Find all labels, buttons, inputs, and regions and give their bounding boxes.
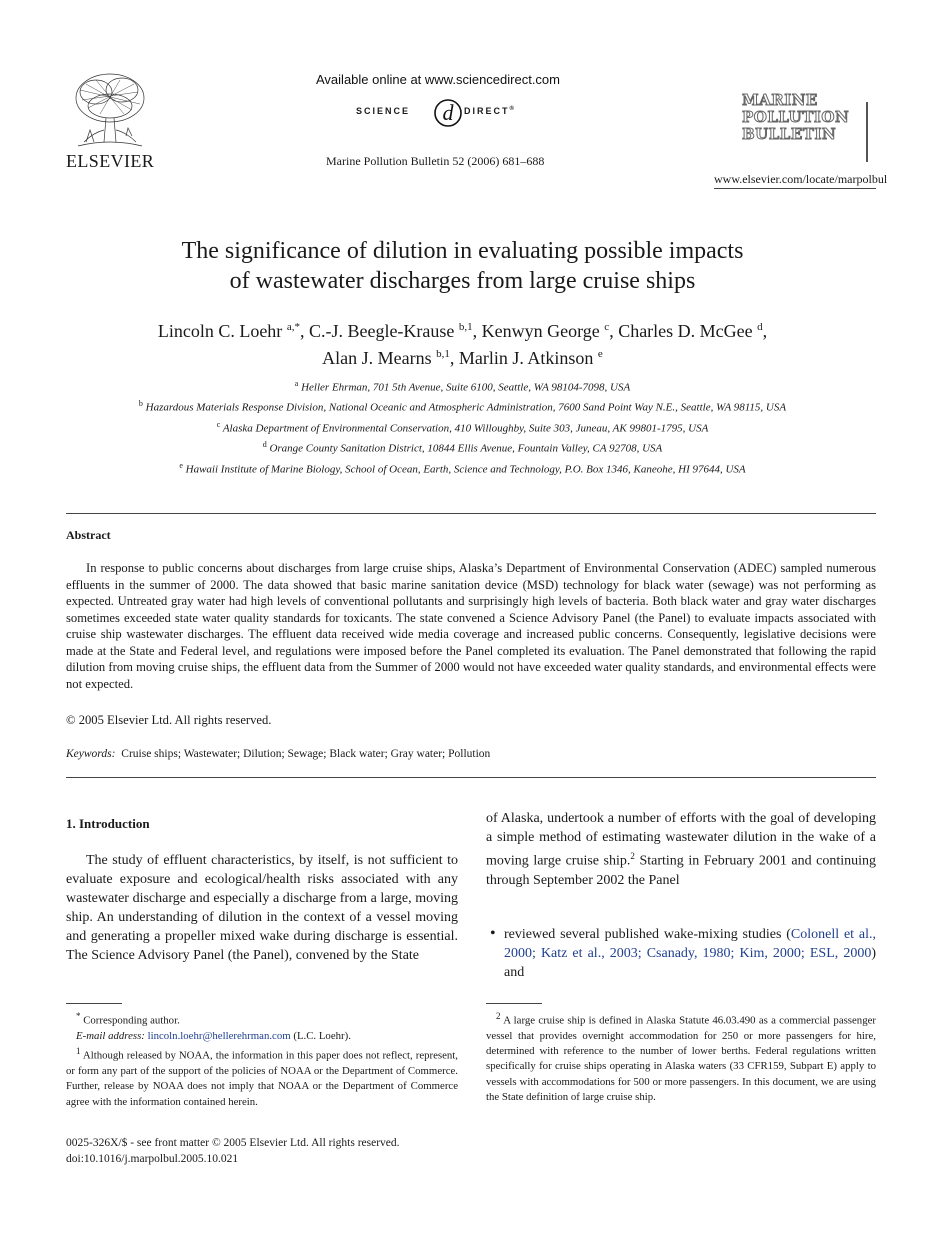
- author-sup[interactable]: b,1: [436, 348, 450, 360]
- footnote-2: [486, 1009, 876, 1105]
- available-online-text[interactable]: Available online at www.sciencedirect.com: [316, 72, 560, 87]
- issn-doi-block: [66, 1135, 400, 1167]
- author-name[interactable]: Marlin J. Atkinson: [458, 348, 594, 368]
- corresponding-author-text: Corresponding author.: [83, 1014, 180, 1027]
- affiliation-item: [40, 376, 885, 396]
- email-note: [66, 1029, 458, 1044]
- footnotes-left: [66, 1009, 458, 1110]
- author-name[interactable]: Alan J. Mearns: [322, 348, 432, 368]
- affiliation-item: [40, 437, 885, 457]
- author-list: Lincoln C. Loehr $^{a,*}$, C.-J. Beegle-Krause $^{b,1}$, Kenwyn George $^c$, Charles D. McGee $^d$, Alan J. Mearns $^{b,1}$, Marlin J. Atkinson $^e$: [157, 321, 768, 368]
- affiliation-item: [40, 417, 885, 437]
- section-heading-introduction: 1. Introduction: [66, 816, 150, 831]
- journal-url-underline: [714, 188, 876, 189]
- corresponding-author-note: [66, 1009, 458, 1029]
- abstract-top-rule: [66, 513, 876, 514]
- bullet-end: ) and: [504, 946, 876, 980]
- journal-logo-line-1: MARINE: [742, 91, 818, 109]
- right-column-paragraph: [486, 809, 876, 890]
- abstract-text: In response to public concerns about discharges from large cruise ships, Alaska’s Department of Environmental Conservation (ADEC) sampled numerous effluents in the summer of 2000. The data showed that basic marine sanitation device (MSD) technology for black water (sewage) was not performing as expected. Untreated gray water had high levels of conventional pollutants and surprisingly high levels of bacteria. Both black water and gray water discharges sometimes exceeded state water quality standards for toxicants. The state convened a Science Advisory Panel (the Panel) to evaluate impacts associated with cruise ship wastewater discharges. The effluent data received wide media coverage and increased public concerns. Consequently, legislative decisions were made at the State and Federal level, and regulations were imposed before the Panel completed its evaluation. The Panel demonstrated that following the rapid dilution from moving cruise ships, the effluent data from the Summer of 2000 would not have exceeded water quality standards, and environmental effects were not expected.: [66, 561, 876, 691]
- affiliation-text: Orange County Sanitation District, 10844 Ellis Avenue, Fountain Valley, CA 92708, USA: [269, 443, 663, 456]
- affiliation-mark: b: [138, 399, 143, 409]
- email-label: E-mail address:: [76, 1029, 145, 1042]
- footnote-mark: 1: [76, 1046, 81, 1057]
- author-name[interactable]: Lincoln C. Loehr: [157, 321, 283, 341]
- journal-citation: Marine Pollution Bulletin 52 (2006) 681–688: [326, 154, 545, 168]
- bullet-text: [504, 925, 876, 982]
- reference-links[interactable]: Colonell et al., 2000; Katz et al., 2003; Csanady, 1980; Kim, 2000; ESL, 2000: [504, 927, 876, 961]
- affiliation-text: Heller Ehrman, 701 5th Avenue, Suite 6100, Seattle, WA 98104-7098, USA: [301, 381, 631, 394]
- keywords: [66, 748, 490, 760]
- sciencedirect-d-icon: [432, 96, 464, 128]
- title-line-2: of wastewater discharges from large cruise ships: [229, 268, 696, 294]
- footnote-1-text: Although released by NOAA, the information in this paper does not reflect, represent, or form any part of the support of the policies of NOAA or the Department of Commerce. Further, release by NOAA does not imply that NOAA or the Department of Commerce agree with the information contained herein.: [66, 1049, 458, 1108]
- email-link[interactable]: lincoln.loehr@hellerehrman.com: [147, 1029, 291, 1042]
- bullet-start: reviewed several published wake-mixing studies (: [504, 927, 791, 942]
- bullet-icon: •: [490, 925, 496, 942]
- footnote-mark: 2: [496, 1011, 501, 1021]
- issn-line: 0025-326X/$ - see front matter © 2005 Elsevier Ltd. All rights reserved.: [66, 1137, 400, 1149]
- affiliation-mark: c: [216, 419, 221, 429]
- author-name[interactable]: Charles D. McGee: [618, 321, 753, 341]
- journal-logo: [742, 92, 849, 143]
- svg-text:d: d: [442, 100, 454, 125]
- article-title: [60, 236, 865, 296]
- author-sup[interactable]: d: [757, 321, 763, 333]
- abstract-heading: Abstract: [66, 528, 111, 542]
- affiliations: [40, 376, 885, 478]
- sciencedirect-logo: [356, 96, 536, 130]
- introduction-paragraph: The study of effluent characteristics, by itself, is not sufficient to evaluate exposure and ecological/health risks associated with any wastewater discharge and especially a discharge from a large, moving ship. An understanding of dilution in the context of a vessel moving and generating a propeller mixed wake during discharge is essential. The Science Advisory Panel (the Panel), convened by the State: [66, 853, 458, 963]
- footnotes-right: [486, 1009, 876, 1105]
- journal-logo-line-3: BULLETIN: [742, 125, 837, 143]
- email-suffix: (L.C. Loehr).: [293, 1029, 351, 1042]
- publisher-logo-text: ELSEVIER: [66, 151, 155, 171]
- author-sup[interactable]: a,*: [286, 321, 300, 333]
- keywords-text: Cruise ships; Wastewater; Dilution; Sewage; Black water; Gray water; Pollution: [121, 748, 491, 760]
- sciencedirect-logo-left: SCIENCE: [356, 106, 411, 116]
- affiliation-mark: e: [179, 460, 183, 470]
- journal-url-link[interactable]: www.elsevier.com/locate/marpolbul: [714, 172, 888, 186]
- author-sup[interactable]: e: [597, 348, 603, 360]
- abstract-bottom-rule: [66, 777, 876, 778]
- sciencedirect-logo-right: [464, 106, 516, 116]
- abstract-copyright: © 2005 Elsevier Ltd. All rights reserved.: [66, 713, 272, 727]
- registered-mark: ®: [509, 106, 516, 112]
- affiliation-text: Hazardous Materials Response Division, National Oceanic and Atmospheric Administration, 7600 Sand Point Way N.E., Seattle, WA 98115, USA: [145, 402, 787, 415]
- right-para-end: Starting in February 2001 and continuing through September 2002 the Panel: [486, 853, 877, 888]
- sciencedirect-logo-right-text: DIRECT: [464, 106, 510, 116]
- title-line-1: The significance of dilution in evaluating possible impacts: [181, 238, 744, 264]
- footnote-rule-left: [66, 1003, 122, 1004]
- affiliation-mark: a: [294, 379, 299, 388]
- keywords-label: Keywords:: [66, 748, 116, 760]
- doi-line[interactable]: doi:10.1016/j.marpolbul.2005.10.021: [66, 1153, 239, 1165]
- author-sup[interactable]: c: [604, 321, 610, 333]
- author-name[interactable]: Kenwyn George: [481, 321, 600, 341]
- affiliation-text: Hawaii Institute of Marine Biology, School of Ocean, Earth, Science and Technology, P.O. Box 1346, Kaneohe, HI 97644, USA: [185, 463, 746, 476]
- affiliation-text: Alaska Department of Environmental Conservation, 410 Willoughby, Suite 303, Juneau, AK 99801-1795, USA: [222, 422, 709, 435]
- right-para-start: of Alaska, undertook a number of efforts with the goal of developing a simple method of estimating wastewater dilution in the wake of a moving large cruise ship.: [486, 811, 876, 869]
- author-sup[interactable]: b,1: [458, 321, 473, 333]
- author-name[interactable]: C.-J. Beegle-Krause: [308, 321, 455, 341]
- footnote-2-text: A large cruise ship is defined in Alaska Statute 46.03.490 as a commercial passenger vessel that provides overnight accommodation for 250 or more passengers for hire, determined with reference to the number of lower berths. Federal regulations written specifically for cruise ships operating in Alaska waters (33 CFR159, Subpart E) apply to vessels with accommodations for 500 or more passengers. In this document, we are using the State definition of large cruise ship.: [486, 1014, 876, 1104]
- affiliation-item: [40, 458, 885, 478]
- journal-logo-bar: [866, 102, 868, 162]
- affiliation-item: [40, 396, 885, 416]
- footnote-mark: *: [76, 1011, 81, 1021]
- footnote-ref-2[interactable]: 2: [630, 851, 635, 861]
- affiliation-mark: d: [262, 440, 267, 450]
- footnote-1: [66, 1044, 458, 1110]
- footnote-rule-right: [486, 1003, 542, 1004]
- journal-logo-line-2: POLLUTION: [742, 108, 850, 126]
